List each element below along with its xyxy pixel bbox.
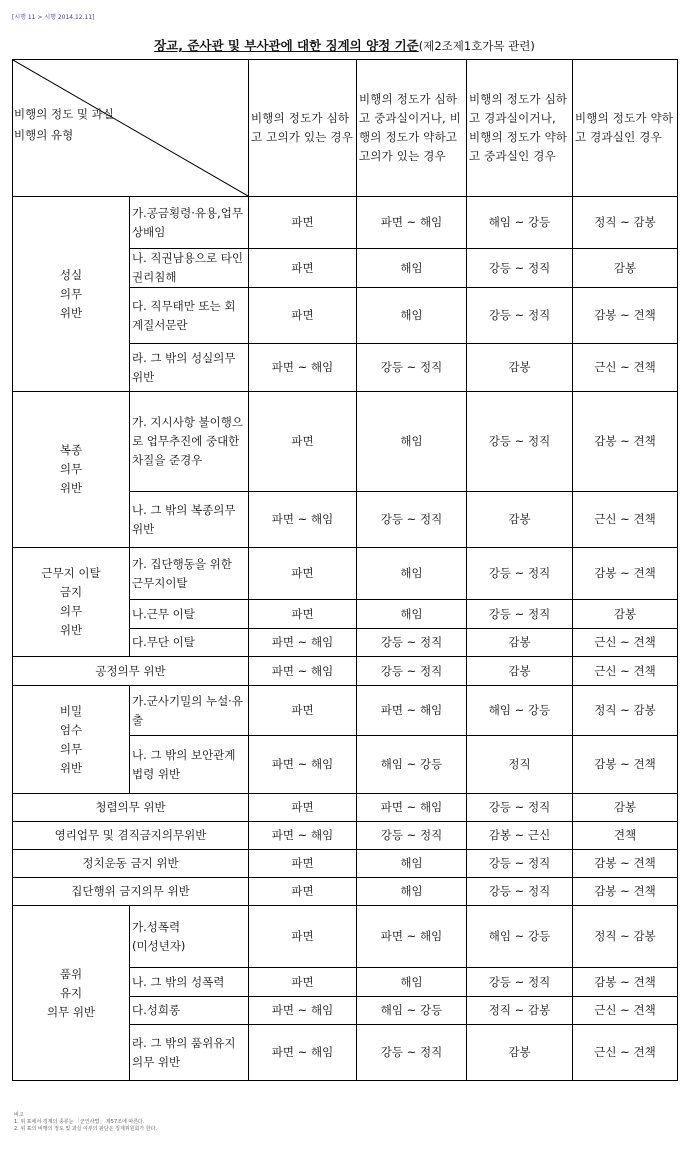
penalty-cell: 정직 ~ 감봉 — [573, 686, 678, 736]
violation-category-cell: 품위 유지 의무 위반 — [13, 906, 130, 1081]
penalty-cell: 파면 ~ 해임 — [249, 492, 357, 548]
penalty-cell: 감봉 — [573, 600, 678, 629]
penalty-cell: 해임 ~ 강등 — [467, 906, 573, 968]
violation-subtype-cell: 나. 그 밖의 성폭력 — [130, 968, 249, 997]
penalty-cell: 파면 — [249, 906, 357, 968]
penalty-cell: 감봉 ~ 견책 — [573, 392, 678, 492]
penalty-cell: 파면 — [249, 850, 357, 878]
penalty-cell: 감봉 — [467, 1025, 573, 1081]
penalty-cell: 파면 ~ 해임 — [357, 197, 467, 249]
penalty-cell: 감봉 — [467, 492, 573, 548]
penalty-cell: 강등 ~ 정직 — [467, 548, 573, 600]
penalty-cell: 강등 ~ 정직 — [357, 822, 467, 850]
violation-subtype-cell: 가. 집단행동을 위한 근무지이탈 — [130, 548, 249, 600]
penalty-cell: 강등 ~ 정직 — [467, 600, 573, 629]
penalty-cell: 정직 ~ 감봉 — [573, 197, 678, 249]
penalty-cell: 파면 ~ 해임 — [249, 1025, 357, 1081]
violation-subtype-cell: 라. 그 밖의 성실의무 위반 — [130, 344, 249, 392]
severity-col-3: 비행의 정도가 심하고 경과실이거나, 비행의 정도가 약하고 중과실인 경우 — [467, 60, 573, 197]
table-row — [13, 686, 678, 736]
penalty-cell: 감봉 ~ 견책 — [573, 736, 678, 794]
footnote-label: 비고 — [14, 1112, 24, 1118]
severity-col-2: 비행의 정도가 심하고 중과실이거나, 비행의 정도가 약하고 고의가 있는 경우 — [357, 60, 467, 197]
penalty-cell: 강등 ~ 정직 — [467, 850, 573, 878]
table-row — [13, 548, 678, 600]
penalty-cell: 강등 ~ 정직 — [467, 249, 573, 288]
header-severity-label: 비행의 정도 및 과실 — [14, 107, 114, 121]
penalty-cell: 해임 — [357, 968, 467, 997]
penalty-cell: 해임 — [357, 249, 467, 288]
penalty-cell: 강등 ~ 정직 — [467, 288, 573, 344]
violation-subtype-cell: 가.성폭력 (미성년자) — [130, 906, 249, 968]
violation-subtype-cell: 가. 지시사항 불이행으로 업무추진에 중대한 차질을 준경우 — [130, 392, 249, 492]
penalty-cell: 해임 ~ 강등 — [467, 686, 573, 736]
penalty-cell: 강등 ~ 정직 — [357, 657, 467, 686]
penalty-cell: 파면 — [249, 794, 357, 822]
penalty-cell: 해임 ~ 강등 — [357, 736, 467, 794]
penalty-cell: 강등 ~ 정직 — [467, 968, 573, 997]
violation-category-cell: 비밀 엄수 의무 위반 — [13, 686, 130, 794]
penalty-cell: 파면 ~ 해임 — [357, 794, 467, 822]
penalty-cell: 근신 ~ 견책 — [573, 1025, 678, 1081]
penalty-cell: 강등 ~ 정직 — [357, 1025, 467, 1081]
penalty-cell: 파면 ~ 해임 — [357, 906, 467, 968]
penalty-cell: 파면 ~ 해임 — [249, 344, 357, 392]
violation-subtype-cell: 나. 그 밖의 보안관계 법령 위반 — [130, 736, 249, 794]
table-row — [13, 906, 678, 968]
penalty-cell: 파면 ~ 해임 — [249, 657, 357, 686]
violation-type-cell: 정치운동 금지 위반 — [13, 850, 249, 878]
penalty-cell: 해임 — [357, 548, 467, 600]
table-row — [13, 197, 678, 249]
penalty-cell: 해임 — [357, 288, 467, 344]
penalty-cell: 감봉 — [573, 249, 678, 288]
penalty-cell: 강등 ~ 정직 — [467, 878, 573, 906]
violation-subtype-cell: 나.근무 이탈 — [130, 600, 249, 629]
penalty-cell: 정직 — [467, 736, 573, 794]
violation-type-cell: 집단행위 금지의무 위반 — [13, 878, 249, 906]
violation-subtype-cell: 라. 그 밖의 품위유지의무 위반 — [130, 1025, 249, 1081]
diagonal-header-cell — [13, 60, 249, 197]
violation-type-cell: 청렴의무 위반 — [13, 794, 249, 822]
violation-type-cell: 공정의무 위반 — [13, 657, 249, 686]
penalty-cell: 강등 ~ 정직 — [357, 629, 467, 657]
penalty-cell: 파면 — [249, 249, 357, 288]
penalty-cell: 감봉 ~ 견책 — [573, 968, 678, 997]
violation-category-cell: 근무지 이탈 금지 의무 위반 — [13, 548, 130, 657]
penalty-cell: 파면 ~ 해임 — [249, 736, 357, 794]
penalty-cell: 감봉 — [467, 657, 573, 686]
penalty-cell: 파면 ~ 해임 — [249, 629, 357, 657]
penalty-cell: 해임 — [357, 850, 467, 878]
penalty-cell: 근신 ~ 견책 — [573, 997, 678, 1025]
table-row — [13, 794, 678, 822]
penalty-cell: 파면 — [249, 197, 357, 249]
penalty-cell: 정직 ~ 감봉 — [467, 997, 573, 1025]
penalty-cell: 근신 ~ 견책 — [573, 344, 678, 392]
penalty-cell: 해임 — [357, 600, 467, 629]
violation-subtype-cell: 다. 직무태만 또는 회계질서문란 — [130, 288, 249, 344]
penalty-cell: 견책 — [573, 822, 678, 850]
document-header-note: [시행 11 > 시행 2014.12.11] — [12, 14, 95, 21]
footnote-2: 2. 위 표의 비행의 정도 및 과실 여부의 판단은 징계위원회가 한다. — [14, 1126, 158, 1132]
penalty-cell: 정직 ~ 감봉 — [573, 906, 678, 968]
violation-subtype-cell: 나. 그 밖의 복종의무 위반 — [130, 492, 249, 548]
violation-subtype-cell: 다.무단 이탈 — [130, 629, 249, 657]
penalty-cell: 감봉 ~ 견책 — [573, 548, 678, 600]
penalty-cell: 파면 — [249, 600, 357, 629]
penalty-cell: 해임 ~ 강등 — [467, 197, 573, 249]
penalty-cell: 강등 ~ 정직 — [467, 392, 573, 492]
violation-subtype-cell: 가.공금횡령·유용,업무상배임 — [130, 197, 249, 249]
penalty-cell: 강등 ~ 정직 — [357, 344, 467, 392]
penalty-cell: 파면 — [249, 548, 357, 600]
discipline-table — [12, 59, 678, 1081]
table-row — [13, 850, 678, 878]
penalty-cell: 감봉 — [573, 794, 678, 822]
penalty-cell: 파면 — [249, 968, 357, 997]
penalty-cell: 파면 — [249, 392, 357, 492]
title-sub: (제2조제1호가목 관련) — [418, 39, 535, 53]
penalty-cell: 강등 ~ 정직 — [357, 492, 467, 548]
header-type-label: 비행의 유형 — [14, 128, 74, 142]
violation-category-cell: 성실 의무 위반 — [13, 197, 130, 392]
penalty-cell: 파면 ~ 해임 — [249, 822, 357, 850]
table-row — [13, 822, 678, 850]
penalty-cell: 파면 — [249, 878, 357, 906]
severity-col-1: 비행의 정도가 심하고 고의가 있는 경우 — [249, 60, 357, 197]
violation-category-cell: 복종 의무 위반 — [13, 392, 130, 548]
table-row — [13, 392, 678, 492]
penalty-cell: 감봉 ~ 견책 — [573, 878, 678, 906]
penalty-cell: 해임 ~ 강등 — [357, 997, 467, 1025]
violation-type-cell: 영리업무 및 겸직금지의무위반 — [13, 822, 249, 850]
violation-subtype-cell: 가.군사기밀의 누설·유출 — [130, 686, 249, 736]
penalty-cell: 파면 ~ 해임 — [249, 997, 357, 1025]
severity-col-4: 비행의 정도가 약하고 경과실인 경우 — [573, 60, 678, 197]
footnote-1: 1. 위 표에서 징계의 종류는 「군인사법」 제57조에 따른다. — [14, 1119, 145, 1125]
page-title — [0, 36, 689, 54]
penalty-cell: 근신 ~ 견책 — [573, 657, 678, 686]
penalty-cell: 파면 — [249, 686, 357, 736]
violation-subtype-cell: 나. 직권남용으로 타인권리침해 — [130, 249, 249, 288]
penalty-cell: 해임 — [357, 392, 467, 492]
penalty-cell: 감봉 ~ 근신 — [467, 822, 573, 850]
penalty-cell: 강등 ~ 정직 — [467, 794, 573, 822]
penalty-cell: 근신 ~ 견책 — [573, 492, 678, 548]
table-row — [13, 878, 678, 906]
violation-subtype-cell: 다.성희롱 — [130, 997, 249, 1025]
title-main: 장교, 준사관 및 부사관에 대한 징계의 양정 기준 — [154, 38, 419, 53]
penalty-cell: 감봉 ~ 견책 — [573, 850, 678, 878]
table-row — [13, 657, 678, 686]
penalty-cell: 해임 — [357, 878, 467, 906]
penalty-cell: 감봉 — [467, 344, 573, 392]
penalty-cell: 감봉 ~ 견책 — [573, 288, 678, 344]
penalty-cell: 파면 — [249, 288, 357, 344]
penalty-cell: 근신 ~ 견책 — [573, 629, 678, 657]
header-row — [13, 60, 678, 197]
penalty-cell: 감봉 — [467, 629, 573, 657]
penalty-cell: 파면 ~ 해임 — [357, 686, 467, 736]
footnotes — [14, 1112, 157, 1133]
